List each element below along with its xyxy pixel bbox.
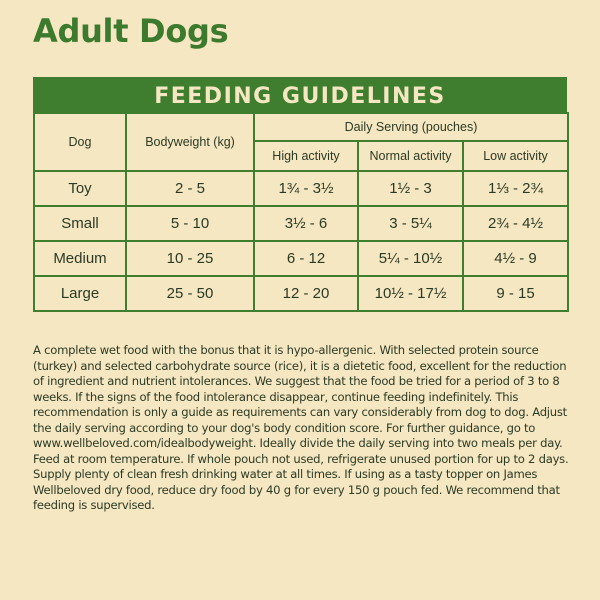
cell-dog: Toy	[34, 171, 126, 206]
header-dog: Dog	[34, 113, 126, 171]
cell-dog: Large	[34, 276, 126, 311]
cell-normal: 5¼ - 10½	[358, 241, 463, 276]
cell-dog: Medium	[34, 241, 126, 276]
table-row	[34, 241, 568, 276]
header-low-activity: Low activity	[463, 141, 568, 171]
cell-low: 4½ - 9	[463, 241, 568, 276]
cell-normal: 3 - 5¼	[358, 206, 463, 241]
cell-normal: 1½ - 3	[358, 171, 463, 206]
header-daily-serving: Daily Serving (pouches)	[254, 113, 568, 141]
table-row	[34, 171, 568, 206]
cell-high: 12 - 20	[254, 276, 358, 311]
cell-low: 1⅓ - 2¾	[463, 171, 568, 206]
page-title: Adult Dogs	[33, 12, 229, 50]
cell-bodyweight: 10 - 25	[126, 241, 254, 276]
header-normal-activity: Normal activity	[358, 141, 463, 171]
product-description: A complete wet food with the bonus that it is hypo-allergenic. With selected protein source (turkey) and selected carbohydrate source (rice), it is a dietetic food, excellent for the reduction of ingredient and nutrient intolerances. We suggest that the food be tried for a period of 3 to 8 weeks. If the signs of the food intolerance disappear, continue feeding indefinitely. This recommendation is only a guide as requirements can vary considerably from dog to dog. Adjust the daily serving according to your dog's body condition score. For further guidance, go to www.wellbeloved.com/idealbodyweight. Ideally divide the daily serving into two meals per day. Feed at room temperature. If whole pouch not used, refrigerate unused portion for up to 2 days. Supply plenty of clean fresh drinking water at all times. If using as a tasty topper on James Wellbeloved dry food, reduce dry food by 40 g for every 150 g pouch fed. We recommend that feeding is supervised.	[33, 343, 569, 513]
table-row	[34, 276, 568, 311]
cell-high: 1¾ - 3½	[254, 171, 358, 206]
cell-low: 2¾ - 4½	[463, 206, 568, 241]
cell-high: 3½ - 6	[254, 206, 358, 241]
cell-high: 6 - 12	[254, 241, 358, 276]
feeding-guidelines-table	[33, 77, 567, 312]
cell-bodyweight: 25 - 50	[126, 276, 254, 311]
cell-normal: 10½ - 17½	[358, 276, 463, 311]
table-banner: FEEDING GUIDELINES	[33, 77, 567, 112]
table-row	[34, 206, 568, 241]
cell-low: 9 - 15	[463, 276, 568, 311]
cell-bodyweight: 2 - 5	[126, 171, 254, 206]
header-high-activity: High activity	[254, 141, 358, 171]
header-bodyweight: Bodyweight (kg)	[126, 113, 254, 171]
feeding-table	[33, 112, 569, 312]
cell-bodyweight: 5 - 10	[126, 206, 254, 241]
cell-dog: Small	[34, 206, 126, 241]
